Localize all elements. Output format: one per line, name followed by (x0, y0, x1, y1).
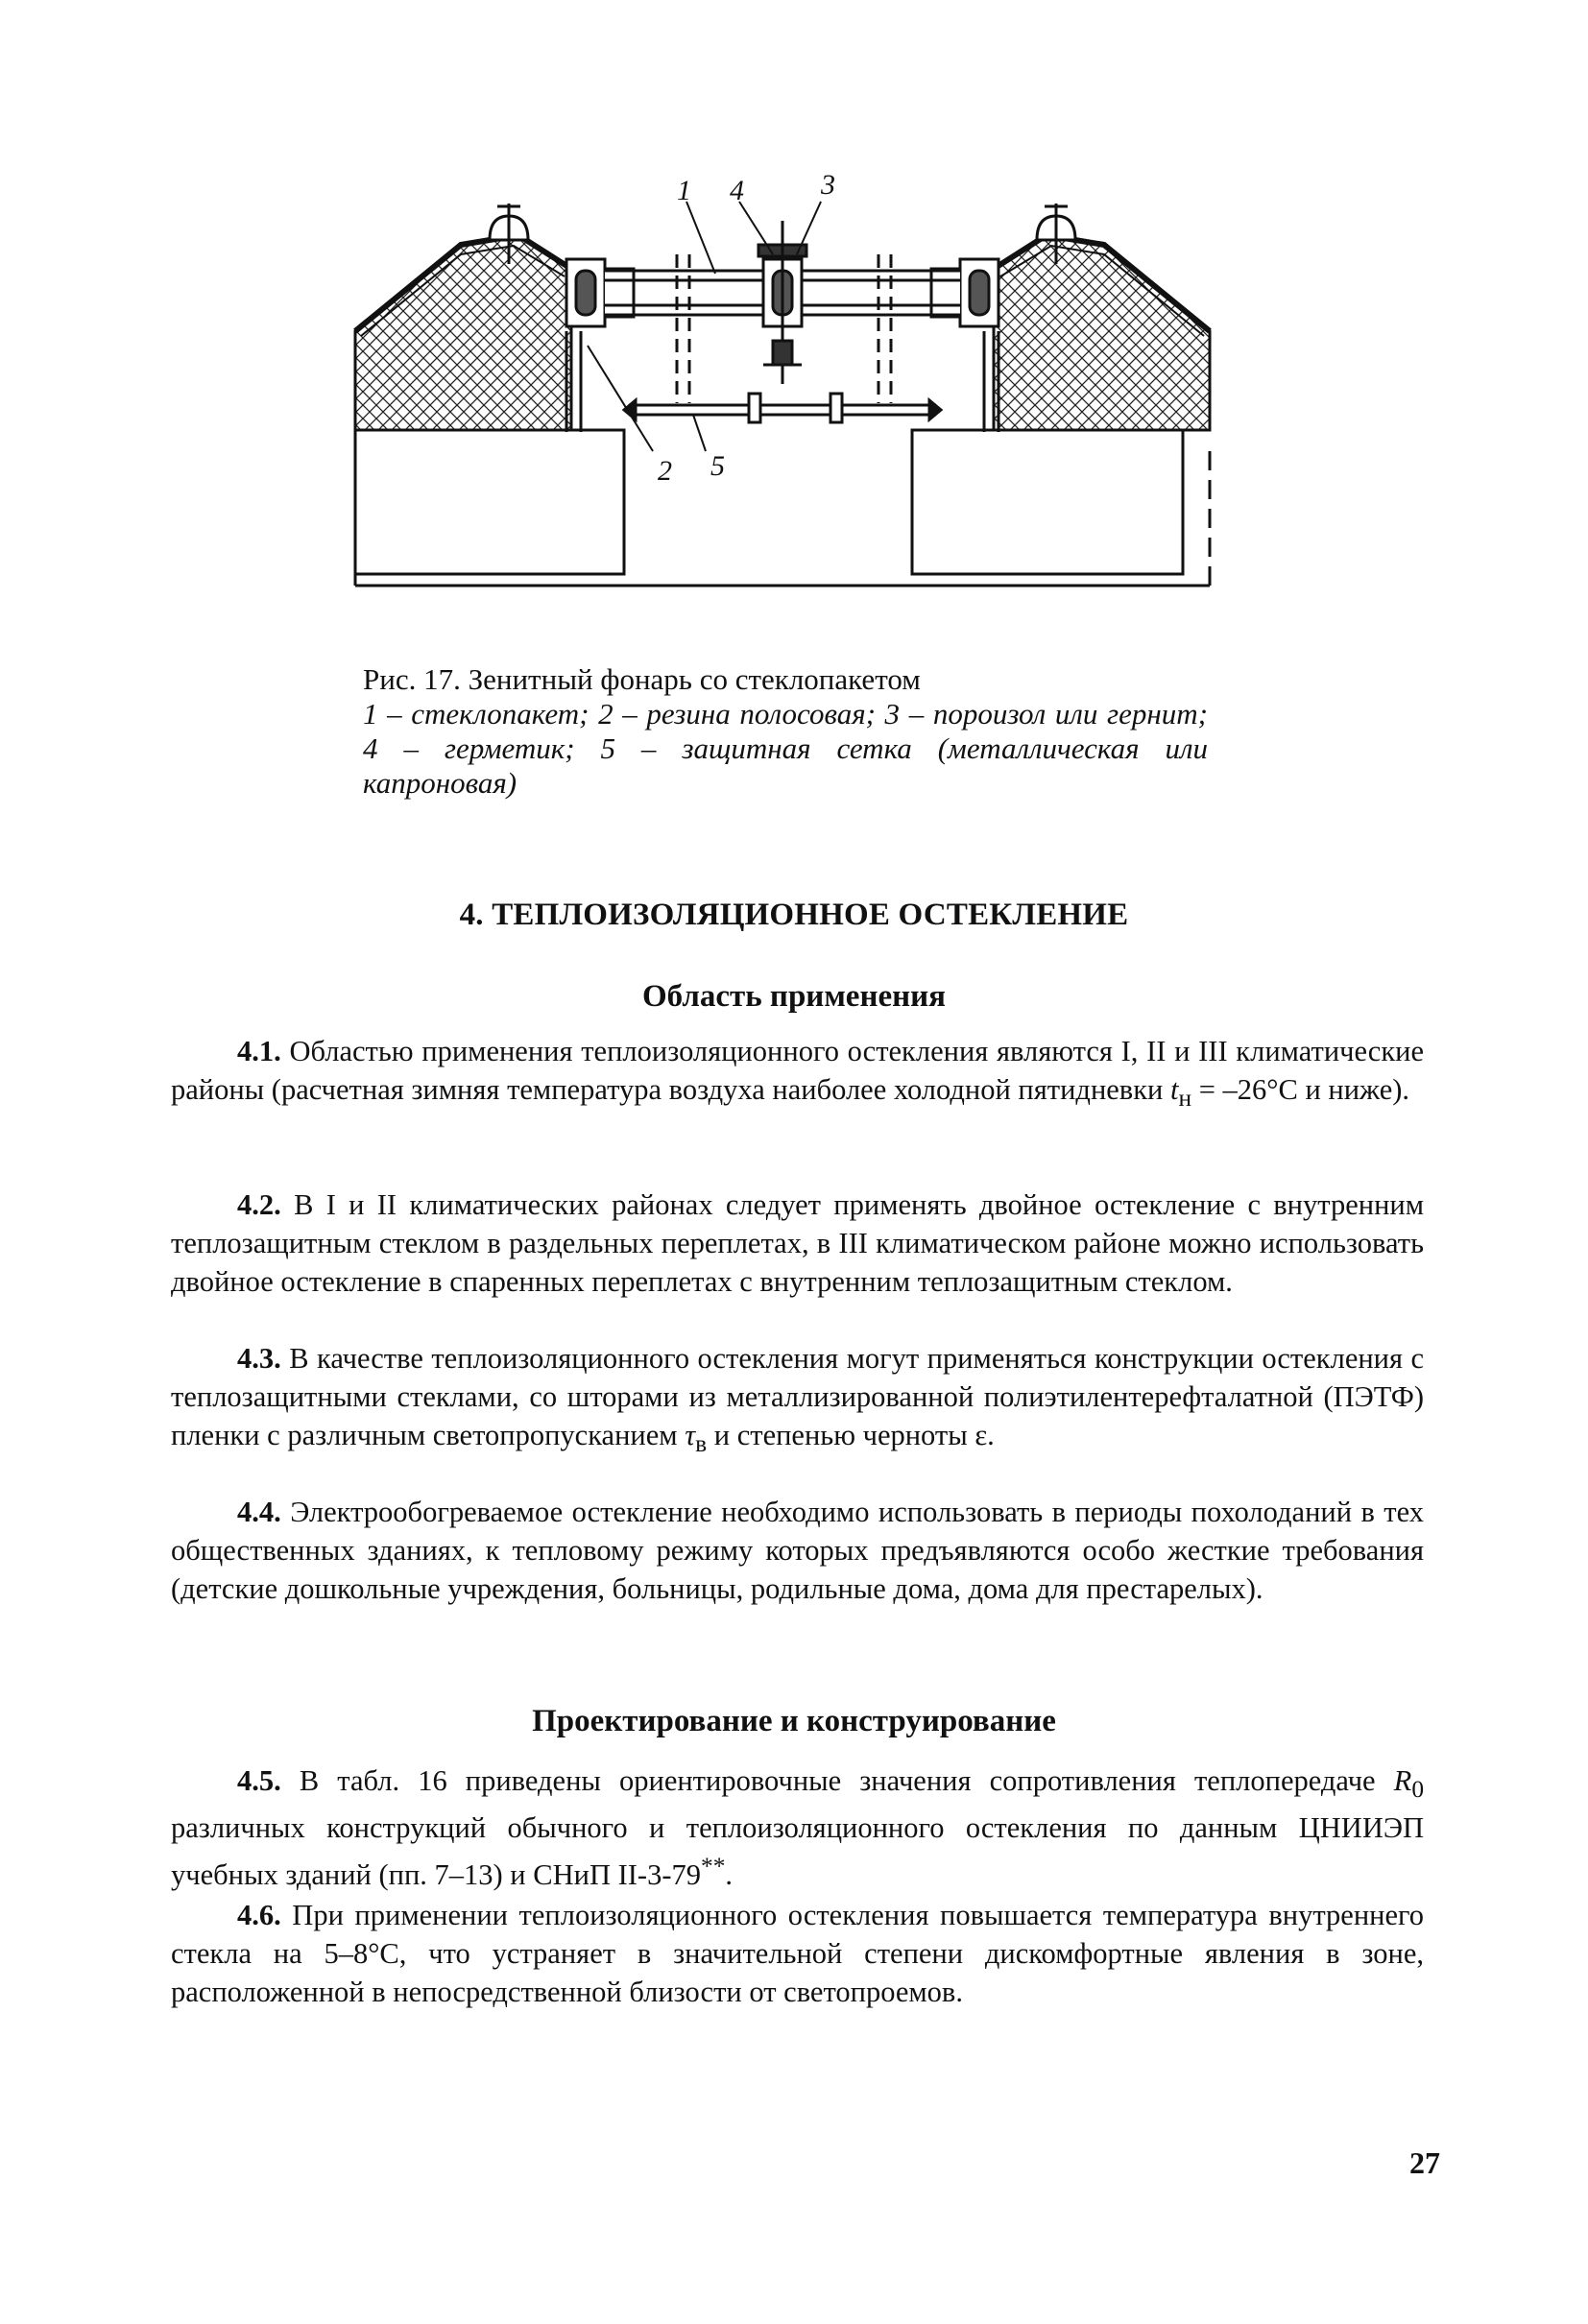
paragraph-4-4 (171, 1493, 1424, 1608)
left-frame-profile (566, 259, 634, 432)
para-tail: различных конструкций обычного и теплоизоляционного остекления по данным ЦНИИЭП учебных зданий (пп. 7–13) и СНиП II-3-79 (171, 1811, 1424, 1892)
section-title: 4. ТЕПЛОИЗОЛЯЦИОННОЕ ОСТЕКЛЕНИЕ (459, 898, 1129, 932)
subsection-title-design: Проектирование и конструирование (532, 1704, 1056, 1738)
paragraph-4-1 (171, 1032, 1424, 1117)
figure-caption (363, 662, 1208, 801)
para-end: . (725, 1858, 734, 1892)
para-text: При применении теплоизоляционного остекления повышается температура внутреннего стекла на 5–8°С, что устраняет в значительной степени дискомфортные явления в зоне, расположенной в непосредственной близости от светопроемов. (171, 1899, 1425, 2008)
math-var: R (1393, 1764, 1412, 1797)
math-sub: н (1178, 1085, 1192, 1113)
page-number: 27 (1409, 2145, 1440, 2180)
para-number: 4.2. (237, 1188, 281, 1221)
math-sub: в (695, 1430, 708, 1458)
right-insulation (994, 235, 1210, 430)
paragraph-4-3 (171, 1339, 1424, 1463)
label-2: 2 (658, 455, 672, 487)
para-text: Областью применения теплоизоляционного остекления являются I, II и III климатические районы (расчетная зимняя температура воздуха наиболее холодной пятидневки (171, 1035, 1424, 1106)
para-number: 4.6. (237, 1899, 281, 1931)
math-var: t (1169, 1073, 1179, 1106)
right-frame-profile (931, 259, 999, 432)
para-number: 4.1. (237, 1035, 281, 1067)
para-tail: и степенью черноты ε. (713, 1419, 995, 1451)
para-number: 4.3. (237, 1342, 281, 1375)
para-text: В I и II климатических районах следует применять двойное остекление с внутренним теплозащитным стеклом в раздельных переплетах, в III климатическом районе можно использовать двойное остекление в спаренных переплетах с внутренним теплозащитным стеклом. (171, 1188, 1425, 1298)
label-1: 1 (677, 175, 691, 206)
protective-mesh (624, 394, 941, 422)
caption-legend: 1 – стеклопакет; 2 – резина полосовая; 3 – пороизол или гернит; 4 – герметик; 5 – защитная сетка (металлическая или капроновая) (363, 697, 1208, 800)
paragraph-4-2 (171, 1186, 1424, 1301)
left-insulation (355, 235, 571, 430)
para-tail: = –26°С и ниже). (1198, 1073, 1410, 1106)
math-var: τ (685, 1419, 696, 1451)
left-support-block (355, 430, 624, 574)
para-text: В табл. 16 приведены ориентировочные значения сопротивления теплопередаче (299, 1764, 1376, 1797)
para-number: 4.4. (237, 1496, 281, 1528)
central-joint (758, 221, 806, 384)
paragraph-4-6 (171, 1896, 1424, 2011)
para-text: В качестве теплоизоляционного остекления могут применяться конструкции остекления с теплозащитными стеклами, со шторами из металлизированной полиэтилентерефталатной (ПЭТФ) пленки с различным светопропусканием (171, 1342, 1424, 1451)
label-5: 5 (710, 450, 725, 482)
figure-skylight-drawing (336, 163, 1229, 614)
right-support-block (912, 430, 1183, 574)
para-number: 4.5. (237, 1764, 281, 1797)
math-sub: 0 (1411, 1776, 1425, 1804)
technical-drawing (336, 163, 1229, 614)
label-4: 4 (730, 175, 744, 206)
para-text: Электрообогреваемое остекление необходимо использовать в периоды похолоданий в тех общественных зданиях, к тепловому режиму которых предъявляются особо жесткие требования (детские дошкольные учреждения, больницы, родильные дома, дома для престарелых). (171, 1496, 1425, 1605)
caption-title: Рис. 17. Зенитный фонарь со стеклопакетом (363, 662, 921, 696)
footnote-mark: ** (700, 1853, 726, 1881)
paragraph-4-5 (171, 1761, 1424, 1894)
label-3: 3 (821, 169, 835, 201)
subsection-title-scope: Область применения (642, 979, 946, 1014)
